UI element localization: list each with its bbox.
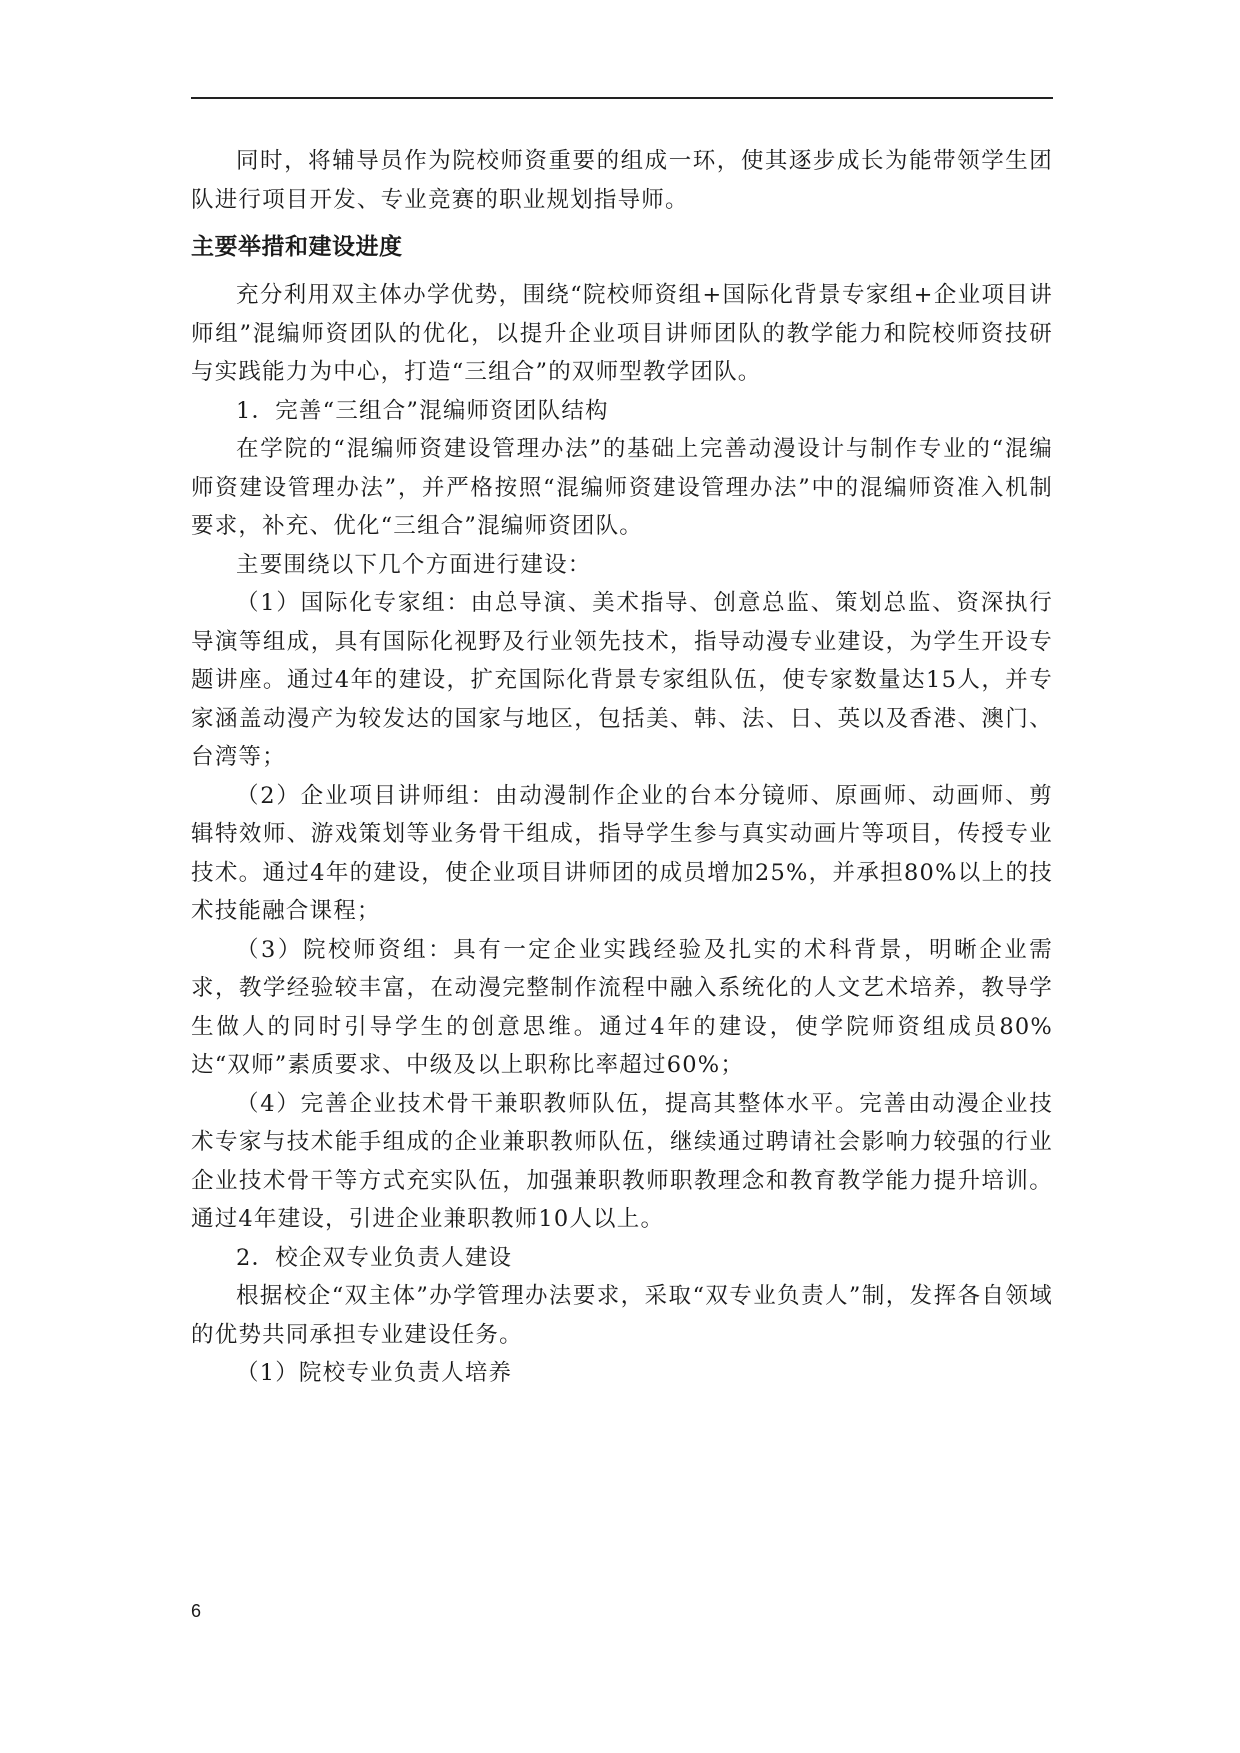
subheading-1: 1．完善“三组合”混编师资团队结构 bbox=[236, 397, 609, 424]
paragraph-overview: 充分利用双主体办学优势，围绕“院校师资组+国际化背景专家组+企业项目讲师组”混编师资团队的优化，以提升企业项目讲师团队的教学能力和院校师资技研与实践能力为中心，打造“三组合”的双师型教学团队。 bbox=[191, 282, 1053, 385]
list-item-part-time-teachers: （4）完善企业技术骨干兼职教师队伍，提高其整体水平。完善由动漫企业技术专家与技术能手组成的企业兼职教师队伍，继续通过聘请社会影响力较强的行业企业技术骨干等方式充实队伍，加强兼职教师职教理念和教育教学能力提升培训。通过4年建设，引进企业兼职教师10人以上。 bbox=[191, 1090, 1053, 1232]
paragraph-intro: 同时，将辅导员作为院校师资重要的组成一环，使其逐步成长为能带领学生团队进行项目开发、专业竞赛的职业规划指导师。 bbox=[191, 148, 1053, 213]
paragraph-dual-leaders: 根据校企“双主体”办学管理办法要求，采取“双专业负责人”制，发挥各自领域的优势共同承担专业建设任务。 bbox=[191, 1283, 1053, 1348]
list-item-international-experts: （1）国际化专家组：由总导演、美术指导、创意总监、策划总监、资深执行导演等组成，具有国际化视野及行业领先技术，指导动漫专业建设，为学生开设专题讲座。通过4年的建设，扩充国际化背景专家组队伍，使专家数量达15人，并专家涵盖动漫产为较发达的国家与地区，包括美、韩、法、日、英以及香港、澳门、台湾等； bbox=[191, 590, 1053, 770]
subheading-2: 2．校企双专业负责人建设 bbox=[236, 1244, 513, 1271]
paragraph-structure: 在学院的“混编师资建设管理办法”的基础上完善动漫设计与制作专业的“混编师资建设管理办法”，并严格按照“混编师资建设管理办法”中的混编师资准入机制要求，补充、优化“三组合”混编师资团队。 bbox=[191, 436, 1053, 539]
list-item-enterprise-lecturers: （2）企业项目讲师组：由动漫制作企业的台本分镜师、原画师、动画师、剪辑特效师、游戏策划等业务骨干组成，指导学生参与真实动画片等项目，传授专业技术。通过4年的建设，使企业项目讲师团的成员增加25%，并承担80%以上的技术技能融合课程； bbox=[191, 782, 1053, 924]
header-rule bbox=[191, 97, 1053, 99]
page-number: 6 bbox=[191, 1601, 202, 1621]
section-heading: 主要举措和建设进度 bbox=[191, 234, 403, 260]
document-body bbox=[191, 142, 1053, 1393]
list-item-college-leader-training: （1）院校专业负责人培养 bbox=[236, 1360, 513, 1386]
paragraph-aspects-intro: 主要围绕以下几个方面进行建设： bbox=[236, 551, 592, 578]
list-item-college-faculty: （3）院校师资组：具有一定企业实践经验及扎实的术科背景，明晰企业需求，教学经验较丰富，在动漫完整制作流程中融入系统化的人文艺术培养，教导学生做人的同时引导学生的创意思维。通过4年的建设，使学院师资组成员80%达“双师”素质要求、中级及以上职称比率超过60%； bbox=[191, 936, 1053, 1078]
